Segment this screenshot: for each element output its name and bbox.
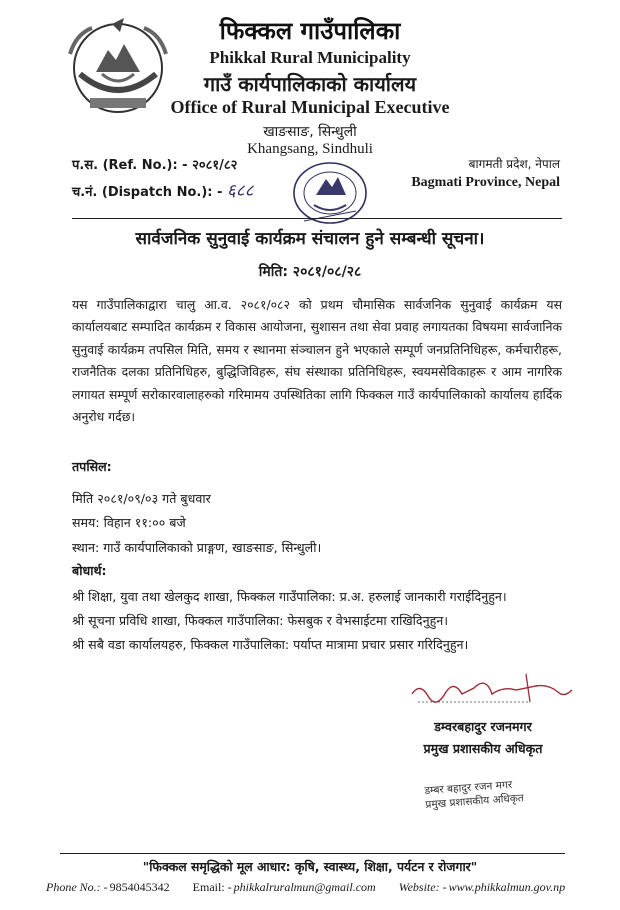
email-address[interactable]: phikkalruralmun@gmail.com <box>233 880 376 894</box>
office-name-np: गाउँ कार्यपालिकाको कार्यालय <box>203 72 417 96</box>
footer-slogan: "फिक्कल समृद्धिको मूल आधार: कृषि, स्वास्थ्य, शिक्षा, पर्यटन र रोजगार" <box>142 859 478 874</box>
phone-number: 9854045342 <box>109 880 170 894</box>
ref-label: प.स. (Ref. No.): - <box>72 158 188 173</box>
municipality-name-en: Phikkal Rural Municipality <box>209 48 411 67</box>
notice-body: यस गाउँपालिकाद्वारा चालु आ.व. २०८१/०८२ को प्रथम चौमासिक सार्वजनिक सुनुवाई कार्यक्रम यस कार्यालयबाट सम्पादित कार्यक्रम र विकास आयोजना, सुशासन तथा सेवा प्रवाह लगायतका विषयमा सार्वजानिक सुनुवाई कार्यक्रम तपसिल मिति, समय र स्थानमा संञ्चालन हुने भएकाले सम्पूर्ण जनप्रतिनिधिहरू, कर्मचारीहरू, राजनैतिक दलका प्रतिनिधिहरु, बुद्धिजिविहरू, संघ संस्थाका प्रतिनिधिहरू, स्वयमसेविकाहरू र आम नागरिक लगायत सम्पूर्ण सरोकारवालाहरुको गरिमामय उपस्थितिका लागि फिक्कल गाउँ कार्यपालिकाको कार्यालय हार्दिक अनुरोध गर्दछ। <box>72 297 562 425</box>
stamp-title: प्रमुख प्रशासकीय अधिकृत <box>425 792 525 811</box>
signatory-stamp <box>424 776 538 812</box>
stamp-name: डम्बर बहादुर रजन मगर <box>424 778 513 797</box>
municipality-name-np: फिक्कल गाउँपालिका <box>219 17 401 45</box>
info-item: श्री सूचना प्रविधि शाखा, फिक्कल गाउँपालिका: फेसबुक र वेभसाईटमा राखिदिनुहुन। <box>72 613 449 628</box>
website-link[interactable]: www.phikkalmun.gov.np <box>448 880 566 894</box>
info-item: श्री सबै वडा कार्यालयहरु, फिक्कल गाउँपालिका: पर्याप्त मात्रामा प्रचार प्रसार गरिदिनुहुन। <box>72 637 469 652</box>
website-label: Website: - <box>398 880 447 894</box>
detail-time: समय: विहान ११:०० बजे <box>72 515 186 530</box>
dispatch-number <box>72 178 253 201</box>
detail-date: मिति २०८१/०९/०३ गते बुधवार <box>72 491 211 506</box>
handwritten-signature-icon <box>408 668 576 714</box>
address-en: Khangsang, Sindhuli <box>247 141 373 157</box>
info-item: श्री शिक्षा, युवा तथा खेलकुद शाखा, फिक्कल गाउँपालिका: प्र.अ. हरुलाई जानकारी गराईदिनुहुन। <box>72 589 507 604</box>
office-name-en: Office of Rural Municipal Executive <box>170 97 450 117</box>
municipal-seal-icon <box>280 155 380 227</box>
header-divider <box>72 218 562 219</box>
footer-divider <box>60 853 565 854</box>
dispatch-label: च.नं. (Dispatch No.): - <box>72 185 223 200</box>
info-heading: बोधार्थ: <box>72 563 107 578</box>
address-np: खाङसाङ, सिन्धुली <box>263 124 357 140</box>
details-heading: तपसिल: <box>72 459 112 474</box>
ref-value: २०८१/८२ <box>192 158 238 173</box>
reference-number <box>72 155 237 173</box>
province-en: Bagmati Province, Nepal <box>411 175 560 190</box>
footer-contact <box>46 880 586 895</box>
province-np: बागमती प्रदेश, नेपाल <box>468 157 560 171</box>
notice-date: मिति: २०८१/०८/२८ <box>258 264 362 280</box>
notice-title: सार्वजनिक सुनुवाई कार्यक्रम संचालन हुने सम्बन्धी सूचना। <box>135 229 485 249</box>
detail-venue: स्थान: गाउँ कार्यपालिकाको प्राङ्गण, खाङसाङ, सिन्धुली। <box>72 540 322 555</box>
signatory-title: प्रमुख प्रशासकीय अधिकृत <box>423 741 543 756</box>
signatory-name: डम्वरबहादुर रजनमगर <box>434 719 532 734</box>
email-label: Email: - <box>192 880 232 894</box>
dispatch-value: ६८८ <box>226 181 254 201</box>
phone-label: Phone No.: - <box>46 880 108 894</box>
